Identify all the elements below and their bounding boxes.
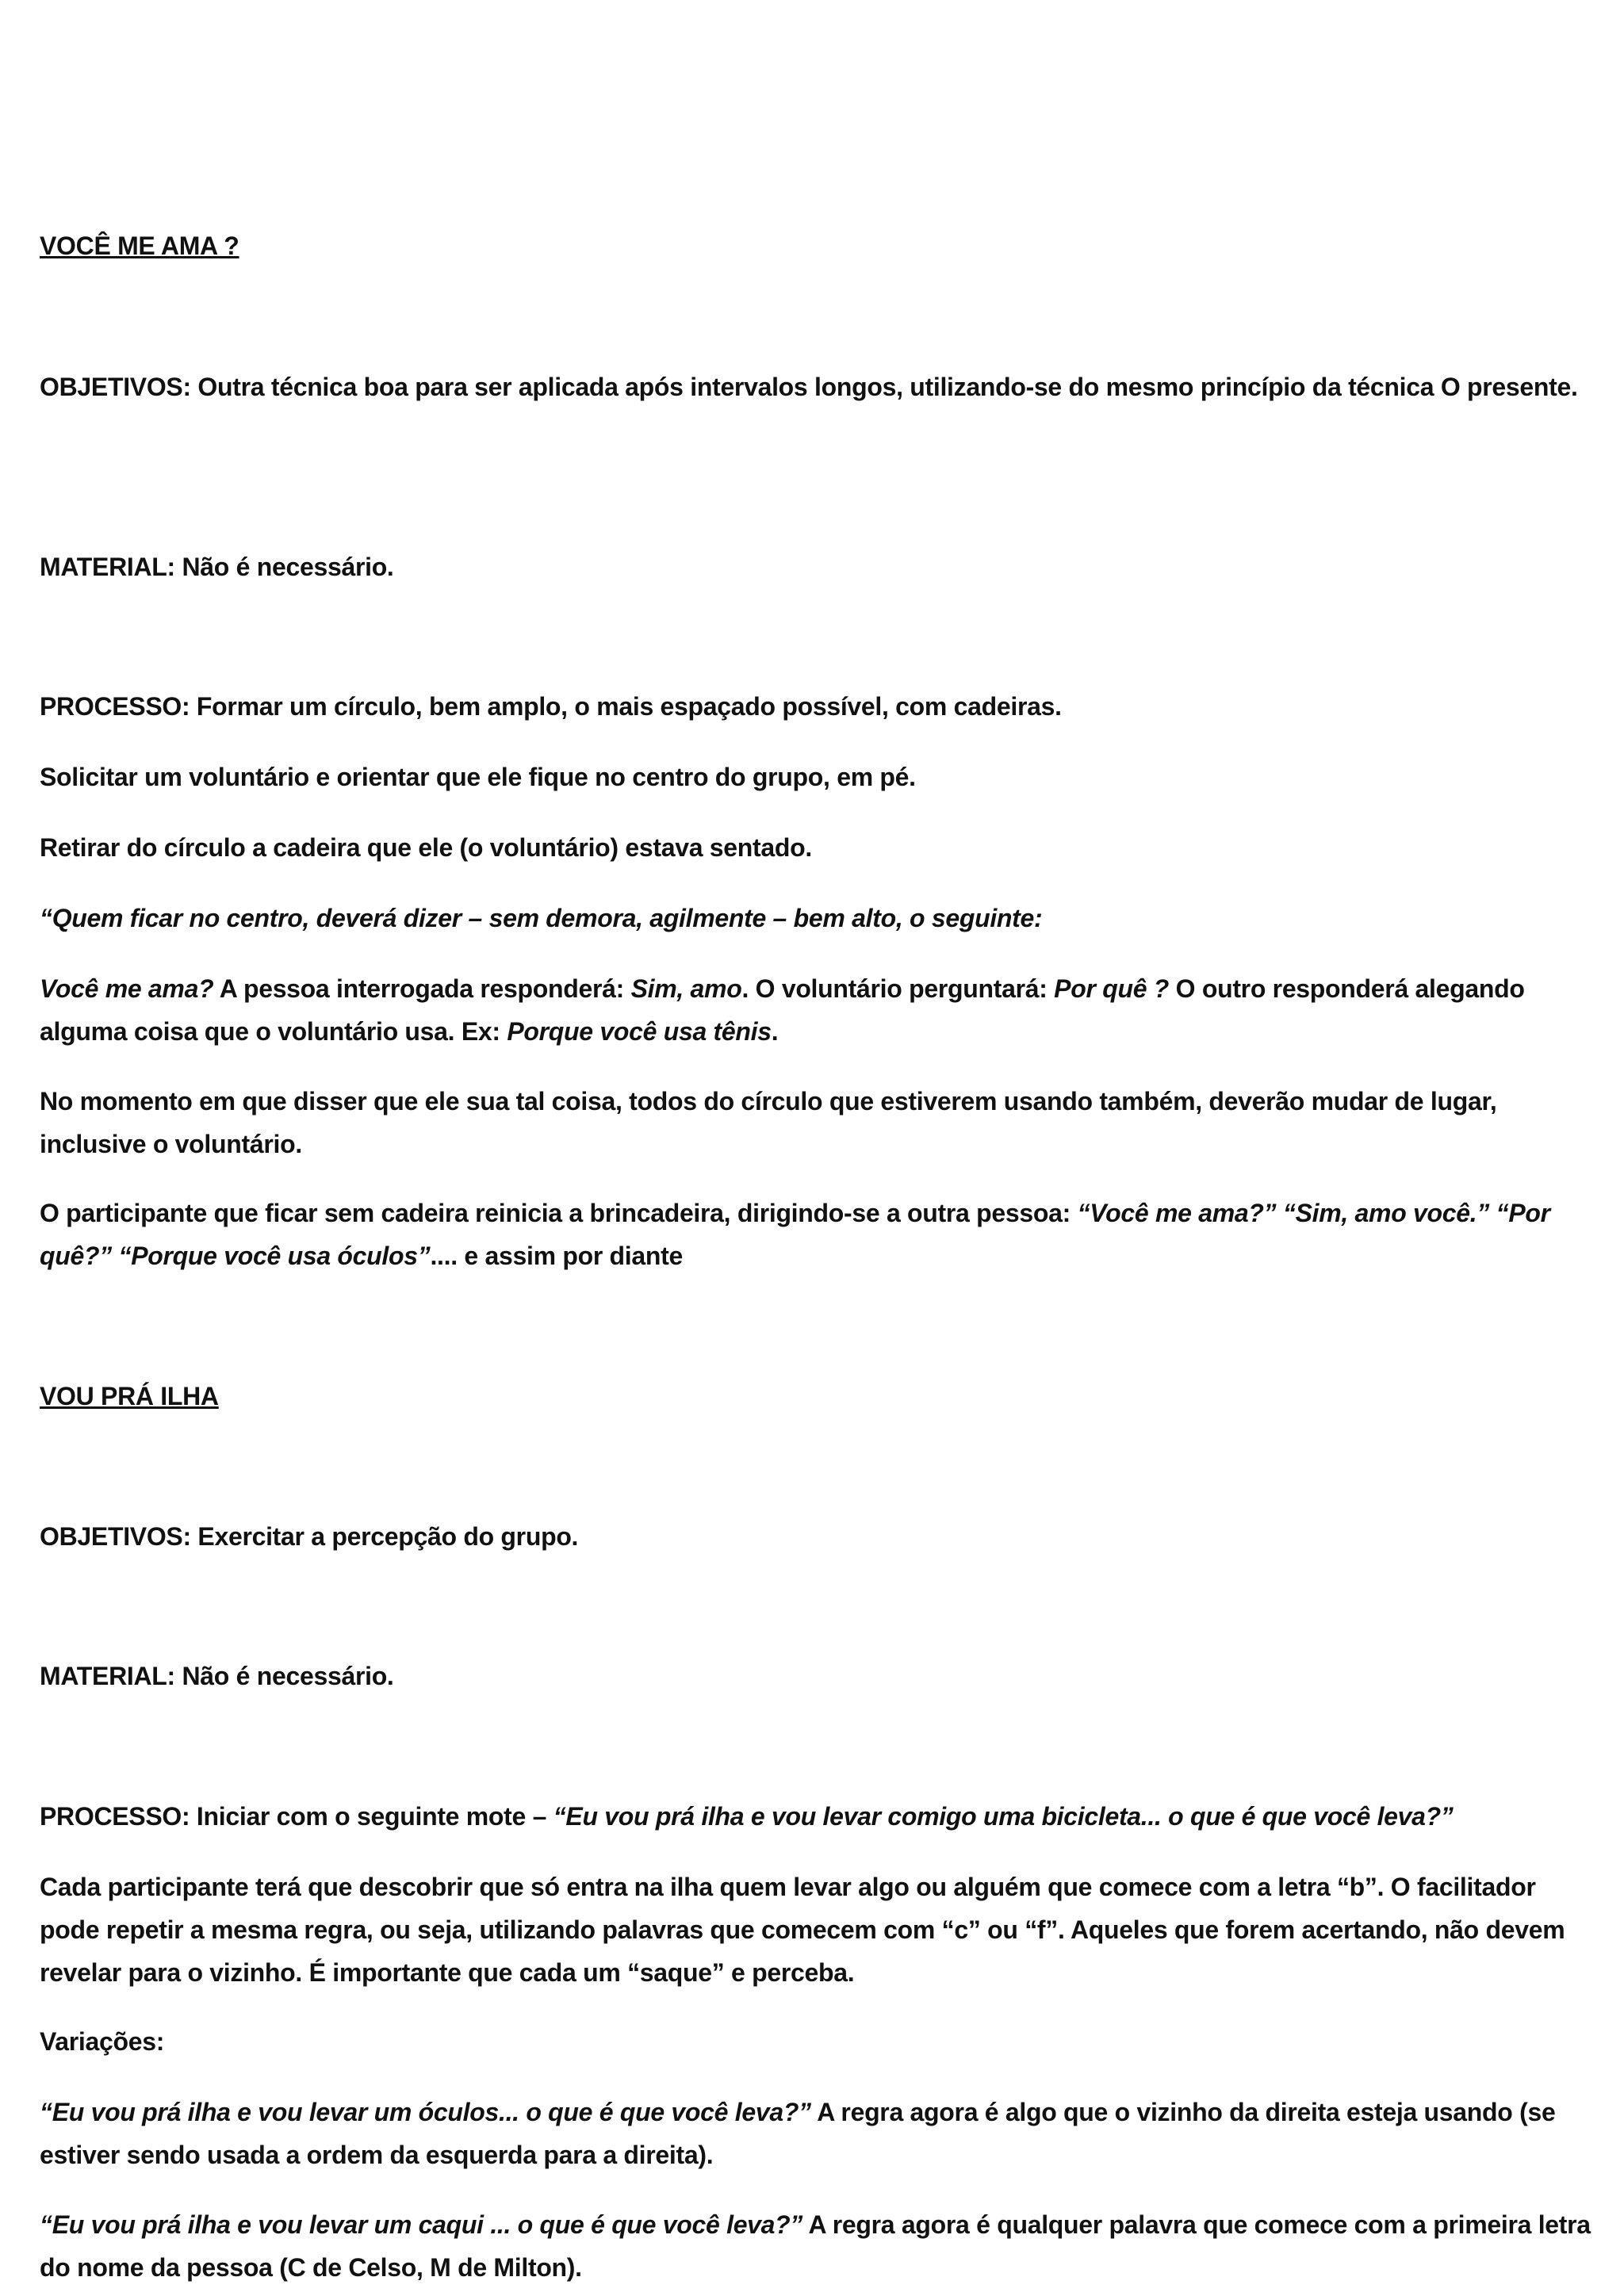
text-run: A regra agora é algo que o vizinho da direita esteja usando (se estiver sendo usada a ordem da esquerda para a direita). xyxy=(40,2098,1556,2169)
italic-quote: “Eu vou prá ilha e vou levar comigo uma bicicleta... o que é que você leva?” xyxy=(553,1802,1454,1831)
instruction-paragraph: No momento em que disser que ele sua tal coisa, todos do círculo que estiverem usando também, deverão mudar de lugar, inclusive o voluntário. xyxy=(40,1087,1497,1158)
text-run: A pessoa interrogada responderá: xyxy=(213,974,631,1003)
text-run: .... e assim por diante xyxy=(430,1242,683,1270)
instruction-paragraph: Solicitar um voluntário e orientar que ele fique no centro do grupo, em pé. xyxy=(40,763,916,791)
italic-quote: “Quem ficar no centro, deverá dizer – sem demora, agilmente – bem alto, o seguinte: xyxy=(40,904,1043,932)
instruction-paragraph: Cada participante terá que descobrir que só entra na ilha quem levar algo ou alguém que comece com a letra “b”. O facilitador pode repetir a mesma regra, ou seja, utilizando palavras que comecem com “c” ou “f”. Aqueles que forem acertando, não devem revelar para o vizinho. É importante que cada um “saque” e perceba. xyxy=(40,1873,1565,1987)
text-run: O participante que ficar sem cadeira reinicia a brincadeira, dirigindo-se a outra pessoa: xyxy=(40,1199,1078,1227)
italic-quote: “Eu vou prá ilha e vou levar um óculos... o que é que você leva?” xyxy=(40,2098,811,2126)
variation-paragraph xyxy=(40,2091,1594,2176)
variacoes-heading: Variações: xyxy=(40,2027,165,2056)
objetivos-paragraph: OBJETIVOS: Exercitar a percepção do grupo. xyxy=(40,1522,579,1551)
processo-paragraph xyxy=(40,1795,1594,1838)
text-run: A regra agora é qualquer palavra que comece com a primeira letra do nome da pessoa (C de Celso, M de Milton). xyxy=(40,2210,1591,2282)
objetivos-paragraph: OBJETIVOS: Outra técnica boa para ser aplicada após intervalos longos, utilizando-se do mesmo princípio da técnica O presente. xyxy=(40,373,1578,401)
processo-paragraph: PROCESSO: Formar um círculo, bem amplo, o mais espaçado possível, com cadeiras. xyxy=(40,692,1062,721)
italic-quote: Porque você usa tênis xyxy=(507,1017,772,1046)
instruction-paragraph: Retirar do círculo a cadeira que ele (o voluntário) estava sentado. xyxy=(40,833,812,862)
text-run: . O voluntário perguntará: xyxy=(741,974,1055,1003)
material-paragraph: MATERIAL: Não é necessário. xyxy=(40,553,394,581)
instruction-paragraph xyxy=(40,897,1594,939)
variation-paragraph xyxy=(40,2203,1594,2289)
dialogue-paragraph xyxy=(40,967,1594,1053)
material-paragraph: MATERIAL: Não é necessário. xyxy=(40,1662,394,1690)
italic-quote: Por quê ? xyxy=(1054,974,1170,1003)
section-title-vou-pra-ilha: VOU PRÁ ILHA xyxy=(40,1382,219,1410)
text-run: O outro responderá alegando alguma coisa que o voluntário usa. Ex: xyxy=(40,974,1525,1046)
italic-quote: Sim, amo xyxy=(630,974,742,1003)
text-run: . xyxy=(771,1017,779,1046)
italic-quote: Você me ama? xyxy=(40,974,214,1003)
text-run: PROCESSO: Iniciar com o seguinte mote – xyxy=(40,1802,553,1831)
dialogue-paragraph xyxy=(40,1192,1594,1277)
section-title-voce-me-ama: VOCÊ ME AMA ? xyxy=(40,232,239,260)
italic-quote: “Você me ama?” “Sim, amo você.” “Por quê?” “Porque você usa óculos” xyxy=(40,1199,1550,1270)
italic-quote: “Eu vou prá ilha e vou levar um caqui ... o que é que você leva?” xyxy=(40,2210,803,2239)
